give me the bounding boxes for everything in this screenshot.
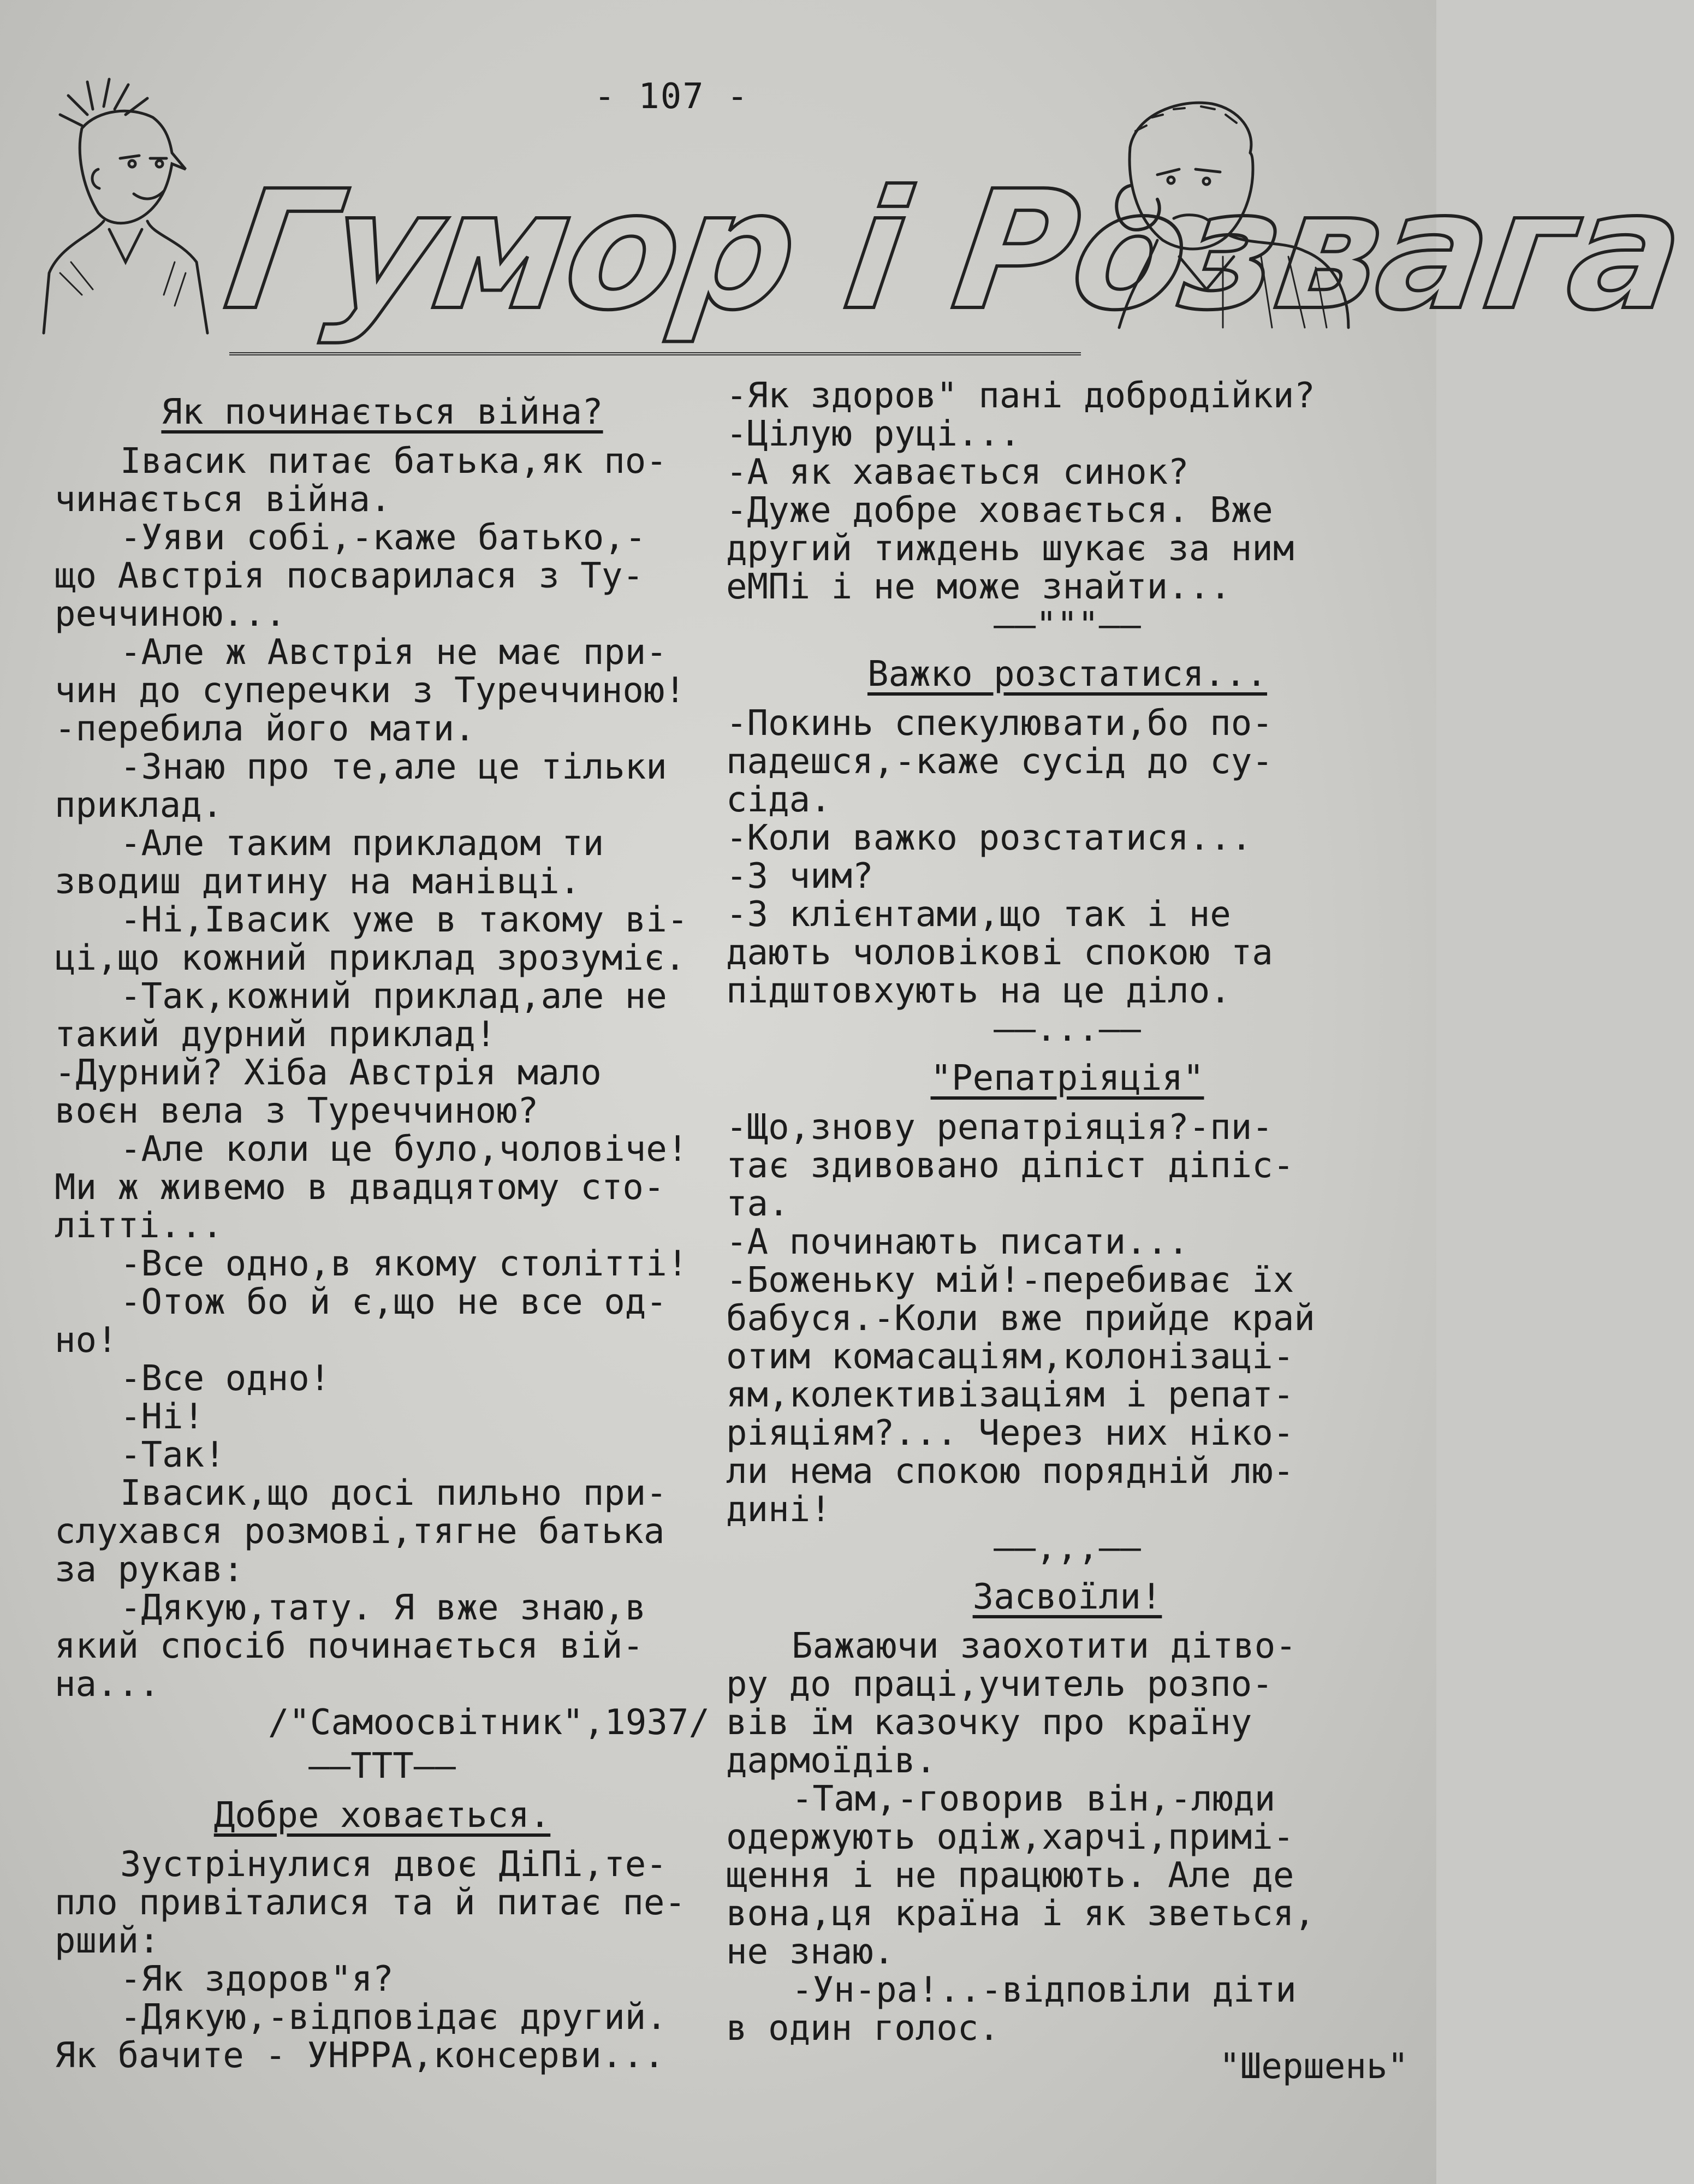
page-number: - 107 - bbox=[594, 76, 749, 117]
text-line: ріяціям?... Через них ніко- bbox=[726, 1413, 1294, 1453]
text-line: -З чим? bbox=[726, 856, 873, 897]
text-line: Як бачите - УНРРА,консерви... bbox=[55, 2035, 665, 2076]
text-line: -Але коли це було,чоловіче! bbox=[120, 1129, 688, 1170]
text-line: сіда. bbox=[726, 780, 831, 820]
text-line: Зустрінулися двоє ДіПі,те- bbox=[120, 1844, 667, 1885]
text-line: -Як здоров" пані добродійки? bbox=[726, 376, 1315, 416]
text-line: рший: bbox=[55, 1921, 160, 1961]
source-attribution: "Шершень" bbox=[1219, 2046, 1408, 2087]
text-line: -А як хавається синок? bbox=[726, 452, 1189, 492]
text-line: -Боженьку мій!-перебиває їх bbox=[726, 1260, 1294, 1301]
text-line: який спосіб починається вій- bbox=[55, 1626, 644, 1666]
text-line: не знаю. bbox=[726, 1932, 895, 1972]
text-line: дармоїдів. bbox=[726, 1741, 937, 1781]
text-line: -Дякую,-відповідає другий. bbox=[120, 1997, 667, 2038]
text-line: -Так,кожний приклад,але не bbox=[120, 976, 667, 1017]
text-line: другий тиждень шукає за ним bbox=[726, 529, 1294, 569]
text-line: дині! bbox=[726, 1489, 831, 1530]
text-line: падешся,-каже сусід до су- bbox=[726, 741, 1273, 782]
caricature-left-illustration bbox=[38, 76, 213, 339]
text-line: -Там,-говорив він,-люди bbox=[792, 1779, 1276, 1819]
text-line: ру до праці,учитель розпо- bbox=[726, 1664, 1273, 1705]
text-line: -Все одно,в якому столітті! bbox=[120, 1244, 688, 1284]
text-line: -Уяви собі,-каже батько,- bbox=[120, 518, 646, 558]
text-line: ли нема спокою порядній лю- bbox=[726, 1451, 1294, 1492]
text-line: та. bbox=[726, 1184, 789, 1224]
masthead-underline bbox=[229, 352, 1081, 361]
text-line: такий дурний приклад! bbox=[55, 1014, 497, 1055]
text-line: -Все одно! bbox=[120, 1358, 331, 1399]
section-separator: ——,,,—— bbox=[994, 1528, 1141, 1568]
text-line: за рукав: bbox=[55, 1550, 244, 1590]
left-column bbox=[55, 393, 710, 2075]
text-line: щення і не працюють. Але де bbox=[726, 1855, 1294, 1896]
text-line: літті... bbox=[55, 1206, 223, 1246]
text-line: -Що,знову репатріяція?-пи- bbox=[726, 1107, 1273, 1148]
text-line: -Дурний? Хіба Австрія мало bbox=[55, 1053, 602, 1093]
text-line: чинається війна. bbox=[55, 479, 391, 520]
text-line: -Коли важко розстатися... bbox=[726, 818, 1252, 858]
caricature-right-illustration bbox=[1097, 93, 1354, 333]
text-line: в один голос. bbox=[726, 2008, 1000, 2049]
text-line: но! bbox=[55, 1320, 118, 1361]
text-line: -Дякую,тату. Я вже знаю,в bbox=[120, 1588, 646, 1628]
text-line: -А починають писати... bbox=[726, 1222, 1189, 1262]
text-line: підштовхують на це діло. bbox=[726, 971, 1231, 1011]
section-separator: ——ТТТ—— bbox=[308, 1746, 456, 1787]
article-heading: Як починається війна? bbox=[161, 392, 603, 432]
text-line: -З клієнтами,що так і не bbox=[726, 894, 1231, 935]
text-line: вона,ця країна і як зветься, bbox=[726, 1894, 1315, 1934]
text-line: отим комасаціям,колонізаці- bbox=[726, 1337, 1294, 1377]
text-line: -Ні! bbox=[120, 1397, 205, 1437]
text-line: -Ун-ра!..-відповіли діти bbox=[792, 1970, 1297, 2010]
text-line: -перебила його мати. bbox=[55, 709, 475, 749]
text-line: одержують одіж,харчі,примі- bbox=[726, 1817, 1294, 1857]
section-separator: ——"""—— bbox=[994, 605, 1141, 645]
text-line: Івасик питає батька,як по- bbox=[120, 441, 667, 482]
text-line: -Покинь спекулювати,бо по- bbox=[726, 703, 1273, 744]
text-line: зводиш дитину на манівці. bbox=[55, 862, 581, 902]
text-line: вів їм казочку про країну bbox=[726, 1702, 1252, 1743]
text-line: -Дуже добре ховається. Вже bbox=[726, 490, 1273, 531]
text-line: -Як здоров"я? bbox=[120, 1959, 394, 1999]
article-heading: Добре ховається. bbox=[213, 1795, 551, 1836]
text-line: чин до суперечки з Туреччиною! bbox=[55, 670, 686, 711]
text-line: еМПі і не може знайти... bbox=[726, 567, 1231, 607]
text-line: -Отож бо й є,що не все од- bbox=[120, 1282, 667, 1322]
text-line: бабуся.-Коли вже прийде край bbox=[726, 1298, 1315, 1339]
masthead bbox=[216, 147, 1693, 366]
text-line: дають чоловікові спокою та bbox=[726, 933, 1273, 973]
text-line: пло привіталися та й питає пе- bbox=[55, 1883, 686, 1923]
text-line: Ми ж живемо в двадцятому сто- bbox=[55, 1167, 665, 1208]
text-line: слухався розмові,тягне батька bbox=[55, 1511, 665, 1552]
text-line: реччиною... bbox=[55, 594, 286, 634]
text-line: Бажаючи заохотити дітво- bbox=[792, 1626, 1297, 1666]
right-column bbox=[726, 377, 1408, 2091]
text-line: воєн вела з Туреччиною? bbox=[55, 1091, 539, 1131]
text-line: що Австрія посварилася з Ту- bbox=[55, 556, 644, 596]
text-line: приклад. bbox=[55, 785, 223, 826]
text-line: на... bbox=[55, 1664, 160, 1705]
masthead-title: Гумор і Розвага bbox=[216, 156, 1693, 346]
text-line: -Так! bbox=[120, 1435, 225, 1475]
text-line: -Але таким прикладом ти bbox=[120, 823, 604, 864]
article-heading: Важко розстатися... bbox=[867, 654, 1268, 695]
text-line: -Цілую руці... bbox=[726, 414, 1021, 454]
text-line: -Але ж Австрія не має при- bbox=[120, 632, 667, 673]
article-heading: "Репатріяція" bbox=[930, 1058, 1204, 1099]
text-line: ці,що кожний приклад зрозуміє. bbox=[55, 938, 686, 978]
article-heading: Засвоїли! bbox=[972, 1577, 1162, 1617]
text-line: тає здивовано діпіст діпіс- bbox=[726, 1146, 1294, 1186]
text-line: -Знаю про те,але це тільки bbox=[120, 747, 667, 787]
text-line: -Ні,Івасик уже в такому ві- bbox=[120, 900, 688, 940]
text-line: ям,колективізаціям і репат- bbox=[726, 1375, 1294, 1415]
source-attribution: /"Самоосвітник",1937/ bbox=[268, 1702, 710, 1743]
section-separator: ——...—— bbox=[994, 1009, 1141, 1049]
text-line: Івасик,що досі пильно при- bbox=[120, 1473, 667, 1514]
